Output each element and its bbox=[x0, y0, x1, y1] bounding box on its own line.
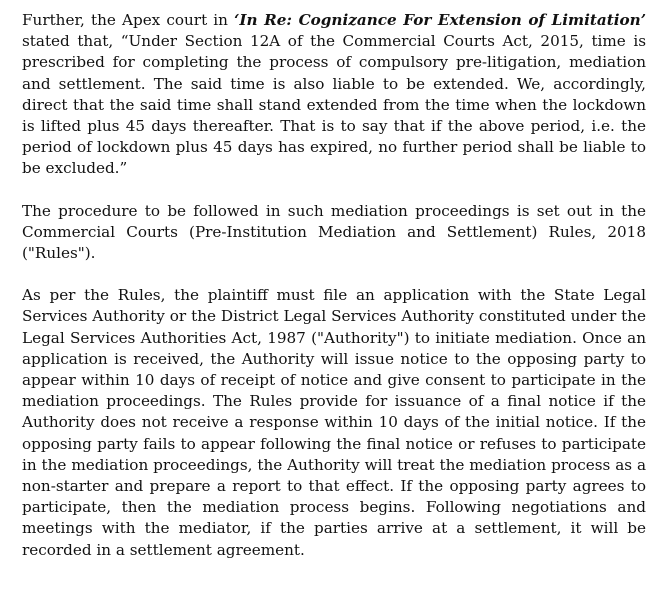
case-title: ‘In Re: Cognizance For Extension of Limitation’ bbox=[234, 11, 646, 29]
paragraph-apex-court-extension bbox=[22, 10, 646, 180]
quoted-order-text: stated that, “Under Section 12A of the Commercial Courts Act, 2015, time is prescribed for completing the process of compulsory pre-litigation, mediation and settlement. The said time is also liable to be extended. We, accordingly, direct that the said time shall stand extended from the time when the lockdown is lifted plus 45 days thereafter. That is to say that if the above period, i.e. the period of lockdown plus 45 days has expired, no further period shall be liable to be excluded.” bbox=[22, 32, 646, 178]
paragraph-application-process: As per the Rules, the plaintiff must file an application with the State Legal Services Authority or the District Legal Services Authority constituted under the Legal Services Authorities Act, 1987 ("Authority") to initiate mediation. Once an application is received, the Authority will issue notice to the opposing party to appear within 10 days of receipt of notice and give consent to participate in the mediation proceedings. The Rules provide for issuance of a final notice if the Authority does not receive a response within 10 days of the initial notice. If the opposing party fails to appear following the final notice or refuses to participate in the mediation proceedings, the Authority will treat the mediation process as a non-starter and prepare a report to that effect. If the opposing party agrees to participate, then the mediation process begins. Following negotiations and meetings with the mediator, if the parties arrive at a settlement, it will be recorded in a settlement agreement. bbox=[22, 286, 646, 559]
paragraph-procedure-rules: The procedure to be followed in such mediation proceedings is set out in the Commercial Courts (Pre-Institution Mediation and Settlement) Rules, 2018 ("Rules"). bbox=[22, 201, 646, 263]
document-page bbox=[22, 10, 646, 561]
paragraph-lead-text: Further, the Apex court in bbox=[22, 11, 235, 29]
